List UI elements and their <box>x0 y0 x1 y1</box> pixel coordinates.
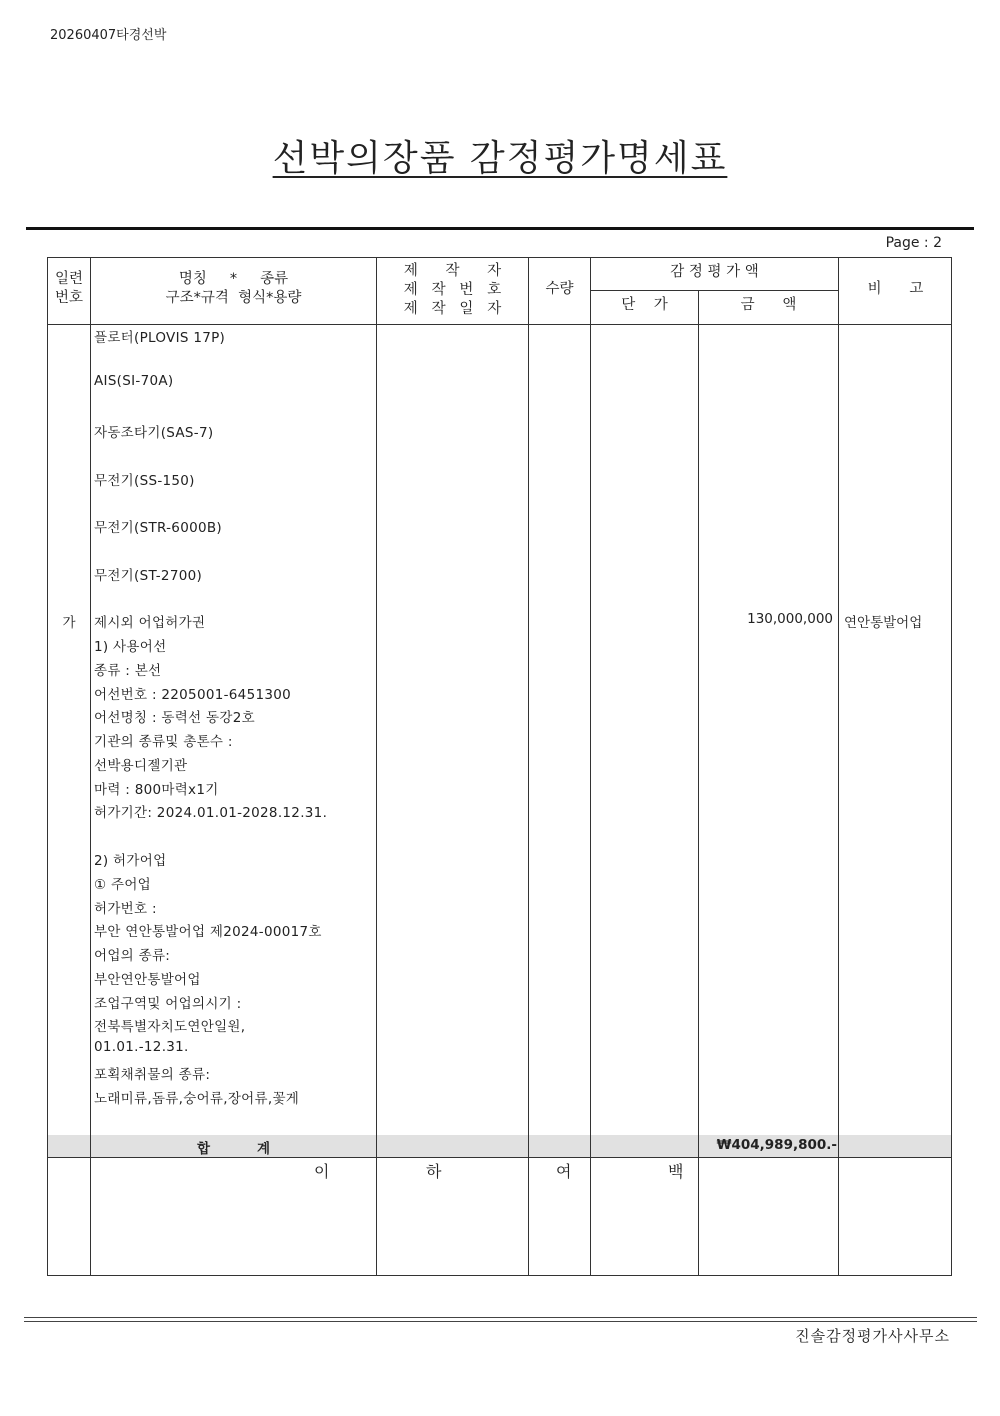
column-divider <box>376 257 377 1276</box>
title-text: 선박의장품 감정평가명세표 <box>272 138 728 179</box>
item-line: 포획채취물의 종류: <box>94 1067 211 1083</box>
header-divider <box>47 324 952 325</box>
blank-marker-4: 백 <box>668 1162 684 1181</box>
license-remark: 연안통발어업 <box>844 615 923 631</box>
office-name: 진솔감정평가사사무소 <box>795 1327 950 1345</box>
item-line: 노래미류,돔류,숭어류,장어류,꽃게 <box>94 1091 300 1107</box>
item-line: 플로터(PLOVIS 17P) <box>94 330 226 346</box>
item-line: AIS(SI-70A) <box>94 373 174 389</box>
total-label: 합 계 <box>196 1141 271 1157</box>
document-code: 20260407타경선박 <box>50 28 167 43</box>
item-line: 무전기(ST-2700) <box>94 568 203 584</box>
header-remarks: 비 고 <box>867 281 924 297</box>
header-maker-line2: 제 작 번 호 <box>403 282 502 298</box>
item-line: 종류 : 본선 <box>94 663 162 679</box>
header-maker-line1: 제 작 자 <box>403 263 502 279</box>
page-number: Page : 2 <box>885 235 942 251</box>
item-line: 전북특별자치도연안일원, <box>94 1019 246 1035</box>
header-maker-line3: 제 작 일 자 <box>403 301 502 317</box>
item-line: 부안 연안통발어업 제2024-00017호 <box>94 924 322 940</box>
blank-marker-1: 이 <box>314 1162 330 1181</box>
title-divider <box>26 227 974 230</box>
column-divider <box>838 257 839 1276</box>
header-serial-bottom: 번호 <box>54 290 83 306</box>
item-line: 무전기(STR-6000B) <box>94 520 222 536</box>
header-quantity: 수량 <box>545 281 574 297</box>
item-line: 무전기(SS-150) <box>94 473 195 489</box>
header-appraisal: 감 정 평 가 액 <box>670 264 759 280</box>
appraisal-header-divider <box>590 290 838 291</box>
item-line: 1) 사용어선 <box>94 639 167 655</box>
column-divider <box>698 290 699 1276</box>
header-serial <box>48 270 90 308</box>
blank-marker-2: 하 <box>426 1162 442 1181</box>
item-line: 2) 허가어업 <box>94 853 167 869</box>
header-amount: 금 액 <box>740 297 797 313</box>
header-serial-top: 일련 <box>54 271 83 287</box>
footer-rule <box>24 1321 977 1322</box>
item-line: 어업의 종류: <box>94 948 171 964</box>
serial-number: 가 <box>62 615 76 631</box>
item-line: 기관의 종류및 총톤수 : <box>94 734 233 750</box>
page-title <box>0 130 1000 181</box>
blank-marker-3: 여 <box>556 1162 572 1181</box>
item-line: 선박용디젤기관 <box>94 758 188 774</box>
header-name-bottom: 구조*규격 형식*용량 <box>165 290 302 306</box>
header-unit-price: 단 가 <box>621 297 668 313</box>
total-amount: ₩404,989,800.- <box>716 1137 837 1153</box>
column-divider <box>528 257 529 1276</box>
item-line: ① 주어업 <box>94 877 152 893</box>
item-line: 마력 : 800마력x1기 <box>94 782 219 798</box>
item-line: 자동조타기(SAS-7) <box>94 425 214 441</box>
header-name-top: 명칭 * 종류 <box>178 271 289 287</box>
header-name <box>91 270 376 308</box>
item-line: 허가기간: 2024.01.01-2028.12.31. <box>94 805 328 821</box>
item-line: 부안연안통발어업 <box>94 972 201 988</box>
item-line: 어선명칭 : 동력선 동강2호 <box>94 710 255 726</box>
header-maker <box>377 262 528 319</box>
license-amount: 130,000,000 <box>747 611 833 627</box>
item-line: 허가번호 : <box>94 901 157 917</box>
item-line: 조업구역및 어업의시기 : <box>94 996 242 1012</box>
column-divider <box>590 257 591 1276</box>
item-line: 어선번호 : 2205001-6451300 <box>94 687 292 703</box>
column-divider <box>90 257 91 1276</box>
item-line: 제시외 어업허가권 <box>94 615 206 631</box>
total-row-divider <box>47 1157 952 1158</box>
item-line: 01.01.-12.31. <box>94 1039 189 1055</box>
footer-rule <box>24 1317 977 1318</box>
